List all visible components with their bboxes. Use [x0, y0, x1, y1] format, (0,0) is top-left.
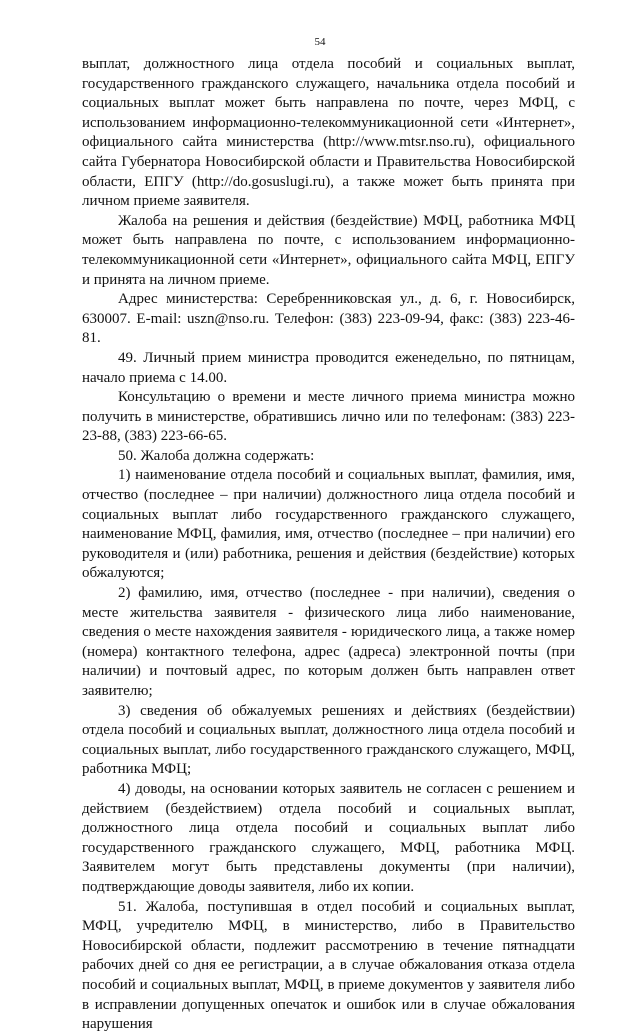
paragraph-consultation: Консультацию о времени и месте личного приема министра можно получить в министерстве, обратившись лично или по телефонам: (383) 223-23-88, (383) 223-66-65. — [82, 389, 575, 445]
paragraph-complaint-channels-continued: выплат, должностного лица отдела пособий и социальных выплат, государственного гражданского служащего, начальника отдела пособий и социальных выплат может быть направлена по почте, через МФЦ, с использованием информационно-телекоммуникационной сети «Интернет», официального сайта министерства (http://www.mtsr.nso.ru), официального сайта Губернатора Новосибирской области и Правительства Новосибирской области, ЕПГУ (http://do.gosuslugi.ru), а также может быть принята при личном приеме заявителя. — [82, 56, 575, 210]
list-item-2: 2) фамилию, имя, отчество (последнее - при наличии), сведения о месте жительства заявителя - физического лица либо наименование, сведения о месте нахождения заявителя - юридического лица, а также номер (номера) контактного телефона, адрес (адреса) электронной почты (при наличии) и почтовый адрес, по которым должен быть направлен ответ заявителю; — [82, 585, 575, 699]
list-item-3: 3) сведения об обжалуемых решениях и действиях (бездействии) отдела пособий и социальных выплат, должностного лица отдела пособий и социальных выплат, либо государственного гражданского служащего, МФЦ, работника МФЦ; — [82, 702, 575, 778]
paragraph-49-personal-reception: 49. Личный прием министра проводится еженедельно, по пятницам, начало приема с 14.00. — [82, 349, 575, 386]
list-item-4: 4) доводы, на основании которых заявитель не согласен с решением и действием (бездействием) отдела пособий и социальных выплат, должностного лица отдела пособий и социальных выплат либо государственного гражданского служащего, МФЦ, работника МФЦ. Заявителем могут быть представлены документы (при наличии), подтверждающие доводы заявителя, либо их копии. — [82, 780, 575, 895]
paragraph-50-complaint-contents: 50. Жалоба должна содержать: — [118, 447, 315, 464]
paragraph-mfc-complaint: Жалоба на решения и действия (бездействие) МФЦ, работника МФЦ может быть направлена по почте, с использованием информационно-телекоммуникационной сети «Интернет», официального сайта МФЦ, ЕПГУ и принята на личном приеме. — [82, 212, 575, 288]
page-number: 54 — [314, 36, 326, 48]
paragraph-51-review-period: 51. Жалоба, поступившая в отдел пособий и социальных выплат, МФЦ, учредителю МФЦ, в министерство, либо в Правительство Новосибирской области, подлежит рассмотрению в течение пятнадцати рабочих дней со дня ее регистрации, а в случае обжалования отказа отдела пособий и социальных выплат, МФЦ, в приеме документов у заявителя либо в исправлении допущенных опечаток и ошибок или в случае обжалования нарушения — [82, 898, 575, 1033]
paragraph-ministry-address: Адрес министерства: Серебренниковская ул., д. 6, г. Новосибирск, 630007. E-mail: uszn@nso.ru. Телефон: (383) 223-09-94, факс: (383) 223-46-81. — [82, 291, 575, 347]
document-body — [82, 55, 575, 1035]
list-item-1: 1) наименование отдела пособий и социальных выплат, фамилия, имя, отчество (последнее – при наличии) должностного лица отдела пособий и социальных выплат либо государственного гражданского служащего, наименование МФЦ, фамилия, имя, отчество (последнее – при наличии) его руководителя и (или) работника, решения и действия (бездействие) которых обжалуются; — [82, 467, 575, 582]
